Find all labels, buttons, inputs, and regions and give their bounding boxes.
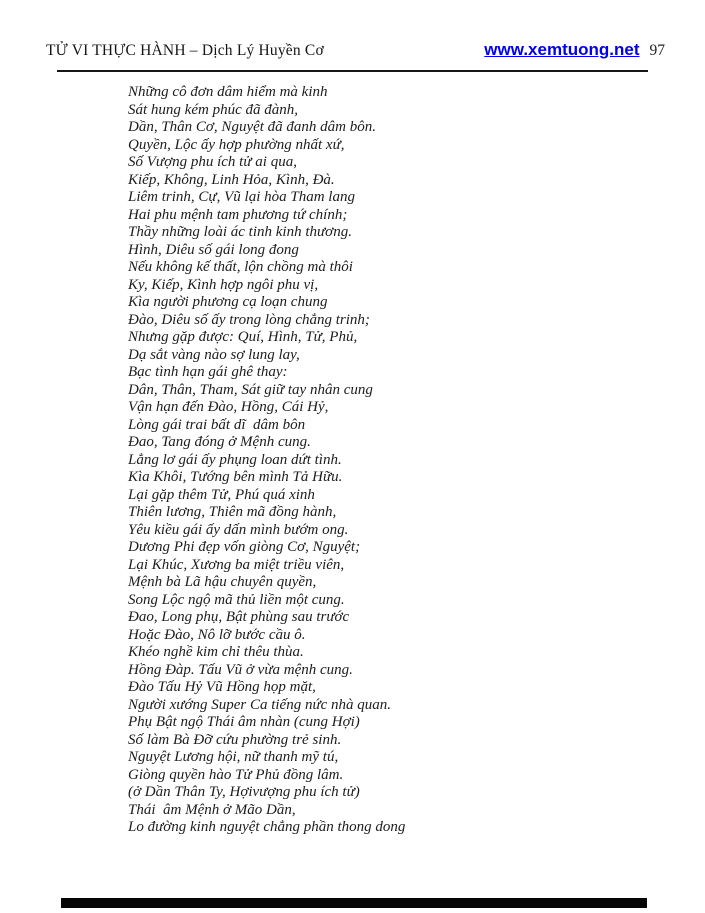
poem-line: Ky, Kiếp, Kình hợp ngôi phu vị,	[128, 276, 319, 293]
poem-line: Dạ sắt vàng nào sợ lung lay,	[128, 346, 300, 363]
poem-line: Song Lộc ngộ mã thủ liền một cung.	[128, 591, 345, 608]
poem-line: Hai phu mệnh tam phương tứ chính;	[128, 206, 348, 223]
poem-line: Đao, Long phụ, Bật phùng sau trước	[128, 609, 350, 625]
poem-line: Người xướng Super Ca tiếng nức nhà quan.	[128, 696, 392, 713]
poem-line: Số làm Bà Đỡ cứu phường trẻ sinh.	[128, 731, 342, 748]
poem-line: Giòng quyền hào Tử Phủ đồng lâm.	[128, 766, 344, 783]
poem-line: (ở Dần Thân Ty, Hợivượng phu ích tử)	[128, 784, 360, 800]
poem-line: Nếu không kế thất, lộn chồng mà thôi	[128, 259, 353, 275]
poem-line: Thiên lương, Thiên mã đồng hành,	[128, 504, 337, 520]
poem-line: Dân, Thân, Tham, Sát giữ tay nhân cung	[128, 381, 373, 398]
poem	[128, 84, 675, 837]
poem-line: Lại gặp thêm Tử, Phú quá xinh	[128, 486, 315, 503]
poem-line: Kiếp, Không, Linh Hỏa, Kình, Đà.	[128, 171, 335, 188]
poem-line: Bạc tình hạn gái ghê thay:	[128, 364, 288, 380]
poem-line: Đào Tấu Hỷ Vũ Hồng họp mặt,	[128, 679, 316, 695]
poem-line: Những cô đơn dâm hiểm mà kinh	[128, 84, 328, 100]
site-link[interactable]: www.xemtuong.net	[484, 40, 640, 59]
header-right	[484, 40, 665, 60]
poem-line: Sát hung kém phúc đã đành,	[128, 101, 298, 118]
page-title: TỬ VI THỰC HÀNH – Dịch Lý Huyền Cơ	[46, 42, 324, 59]
poem-line: Đao, Tang đóng ở Mệnh cung.	[128, 434, 311, 450]
poem-line: Hình, Diêu số gái long đong	[128, 241, 299, 258]
poem-line: Khéo nghề kim chỉ thêu thùa.	[128, 644, 304, 660]
poem-line: Quyền, Lộc ấy hợp phường nhất xứ,	[128, 136, 345, 153]
poem-line: Nguyệt Lương hội, nữ thanh mỹ tú,	[128, 749, 339, 765]
poem-line: Đào, Diêu số ấy trong lòng chẳng trinh;	[128, 311, 370, 328]
poem-line: Liêm trinh, Cự, Vũ lại hòa Tham lang	[128, 189, 355, 205]
poem-line: Lòng gái trai bất dĩ dâm bôn	[128, 416, 306, 433]
poem-line: Thái âm Mệnh ở Mão Dần,	[128, 801, 296, 818]
poem-line: Hoặc Đào, Nô lỡ bước cầu ô.	[128, 626, 306, 643]
poem-line: Hồng Đàp. Tấu Vũ ở vừa mệnh cung.	[128, 661, 353, 678]
poem-line: Vận hạn đến Đào, Hồng, Cái Hỷ,	[128, 399, 329, 415]
poem-line: Nhưng gặp được: Quí, Hình, Tử, Phủ,	[128, 329, 358, 345]
poem-line: Yêu kiều gái ấy dấn mình bướm ong.	[128, 521, 349, 538]
poem-line: Mệnh bà Lã hậu chuyên quyền,	[128, 574, 317, 590]
page-header	[46, 40, 665, 64]
poem-line: Lẳng lơ gái ấy phụng loan dứt tình.	[128, 451, 342, 468]
header-divider	[57, 70, 648, 72]
poem-line: Số Vượng phu ích tử ai qua,	[128, 154, 297, 170]
poem-line: Lo đường kinh nguyệt chẳng phần thong dong	[128, 819, 406, 835]
poem-line: Dần, Thân Cơ, Nguyệt đã đanh dâm bôn.	[128, 119, 377, 135]
poem-line: Lại Khúc, Xương ba miệt triều viên,	[128, 556, 345, 573]
poem-line: Dương Phi đẹp vốn giòng Cơ, Nguyệt;	[128, 539, 361, 555]
poem-line: Phụ Bật ngộ Thái âm nhàn (cung Hợi)	[128, 714, 360, 730]
poem-line: Kìa Khôi, Tướng bên mình Tả Hữu.	[128, 469, 343, 485]
poem-line: Thầy những loài ác tinh kinh thương.	[128, 224, 352, 240]
bottom-scan-bar	[61, 898, 647, 908]
page-number: 97	[649, 42, 665, 59]
poem-line: Kìa người phương cạ loạn chung	[128, 294, 328, 310]
